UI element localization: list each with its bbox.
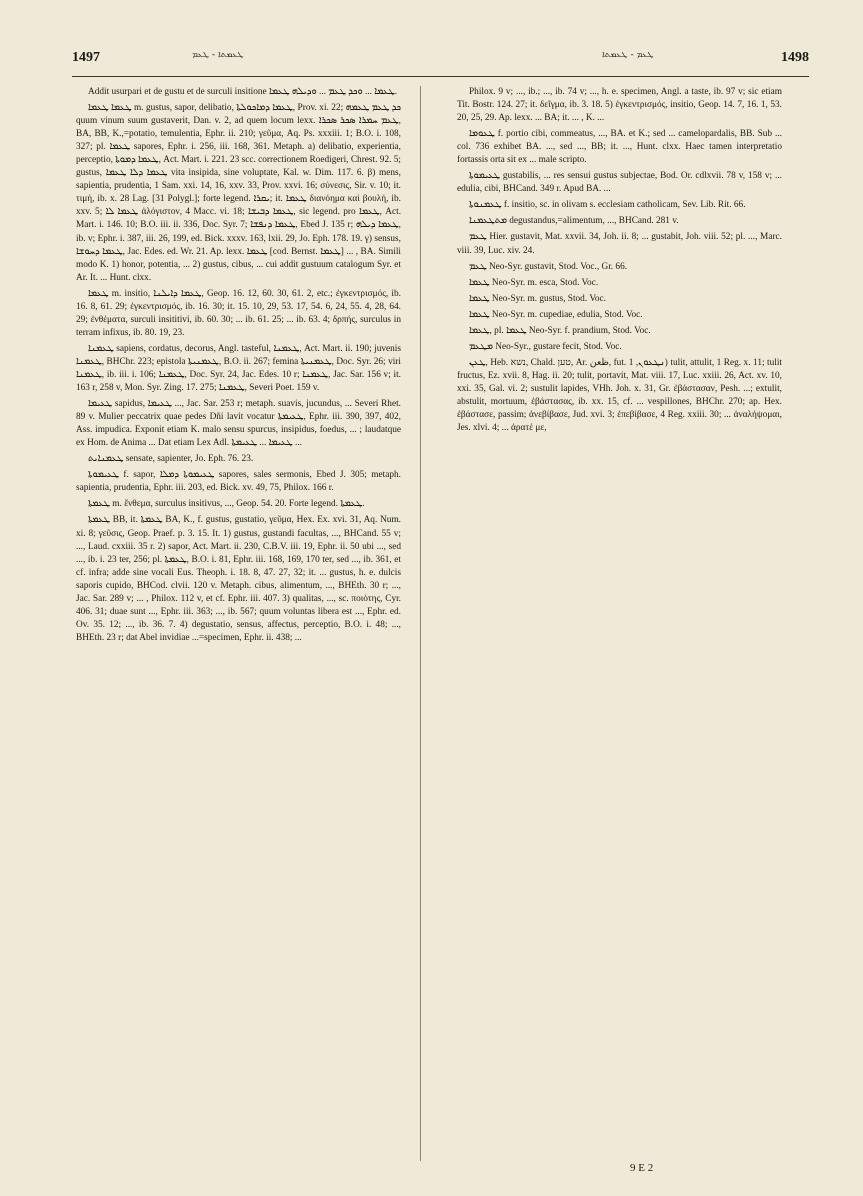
entry: ܛܥܝܡܘܬܐ f. sapor, ܛܥܝܡܘܬܐ ܕܡܠܐ sapores, sales sermonis, Ebed J. 305; metaph. sapientia, prudentia, Ephr. iii. 203, ed. Bick. xv. 49, 75, Philox. 166 r. bbox=[76, 470, 401, 494]
entry: ܛܥܡܬܐ BB, it. ܛܥܡܬܐ BA, K., f. gustus, gustatio, γεῦμα, Hex. Ex. xvi. 31, Aq. Num. xi. 8; γεῦσις, Geop. Praef. p. 3. 15. It. 1) gustus, gustandi facultas, ..., BHCand. 55 v; ..., Laud. cxxiii. 35 r. 2) sapor, Act. Mart. ii. 230, C.B.V. iii. 19, Ephr. ii. 50 ubi ..., sed ..., ib. i. 23 ter, 256; pl. ܛܥܡܬܐ, B.O. i. 81, Ephr. iii. 168, 169, 170 ter, sed ..., ib. 361, et cf. infra; adde sine vocali Eus. Theoph. i. 18. 8, 47. 27, 32; it. ... gustus, h. e. dulcis saporis cupido, BHCod. clvii. 120 v. Metaph. cibus, alimentum, ..., BHEth. 30 r; ..., Jac. Sar. 289 v; ... , Philox. 112 v, et cf. Ephr. iii. 407. 3) qualitas, ..., sc. ποιότης, Cyr. 406. 31; duae sunt ..., Ephr. iii. 363; ..., ib. 567; quum voluntas libera est ..., Ephr. ed. Ov. 35. 12; ..., ib. 36. 7. 4) degustatio, sensus, affectus, perceptio, B.O. i. 48; ..., BHEth. 23 r; dat Abel invidiae ...=specimen, Ephr. ii. 438; ... bbox=[76, 515, 401, 643]
entry: ܛܥܡܢܐ sapiens, cordatus, decorus, Angl. tasteful, ܛܥܡܢܐ, Act. Mart. ii. 190; juvenis ܛܥܡܢܐ, BHChr. 223; epistola ܛܥܡܢܝܬܐ, B.O. ii. 267; femina ܛܥܡܢܝܬܐ, Doc. Syr. 26; viri ܛܥܡܢܐ, ib. iii. i. 106; ܛܥܡܢܐ, Doc. Syr. 24, Jac. Edes. 10 r; ܛܥܡܢܐ, Jac. Sar. 156 v; it. 163 r, 258 v, Mon. Syr. Zing. 17. 275; ܛܥܡܢܐ, Severi Poet. 159 v. bbox=[76, 343, 401, 394]
right-running-title: ܛܥܡ - ܛܥܡܬܐ bbox=[602, 50, 654, 60]
right-page-number: 1498 bbox=[781, 50, 809, 65]
entry: ܛܥܡܢܐܝܬ sensate, sapienter, Jo. Eph. 76. 23. bbox=[88, 454, 254, 465]
entry: ܛܥܡܬܐ m. ἔνθεμα, surculus insitivus, ..., Geop. 54. 20. Forte legend. ܛܥܡܬܐ. bbox=[88, 499, 365, 510]
entry: ܡܛܥܡ Neo-Syr., gustare fecit, Stod. Voc. bbox=[469, 341, 622, 352]
page-header bbox=[72, 50, 809, 72]
right-column bbox=[457, 86, 782, 1166]
left-page-number: 1497 bbox=[72, 50, 100, 65]
signature-mark: 9 E 2 bbox=[630, 1162, 654, 1174]
entry: ܛܥܡܐ Neo-Syr. m. cupediae, edulia, Stod. Voc. bbox=[469, 309, 643, 320]
entry: Philox. 9 v; ..., ib.; ..., ib. 74 v; ..., h. e. specimen, Angl. a taste, ib. 97 v; sic etiam Tit. Bostr. 124. 27; it. δεῖγμα, ib. 3. 18. 5) ἐγκεντρισμός, insitio, Geop. 14. 7, 16. 1, 53. 20, 25, 29. Ap. lexx. ... BA; it. ... , K. ... bbox=[457, 87, 782, 124]
entry: Addit usurpari et de gustu et de surculi insitione ܛܥܡܐ ... ܘܟܕ ܛܥܡ ... ܘܕܝܠܗ ܛܥܡܐ. bbox=[88, 87, 398, 97]
header-rule bbox=[72, 76, 809, 77]
left-column bbox=[76, 86, 401, 1166]
entry: ܛܥܝܡܘܬܐ gustabilis, ... res sensui gustus subjectae, Bod. Or. cdlxvii. 78 v, 158 v; ... edulia, cibi, BHCand. 349 r. Apud BA. ... bbox=[457, 171, 782, 195]
entry: ܛܥܡܐ m. insitio, ܛܥܡܐ ܕܐܝܠܢܐ, Geop. 16. 12, 60. 30, 61. 2, etc.; ἐγκεντρισμός, ib. 16. 8, 61. 29; ἐγκεντρισμός, ib. 16. 30; it. 15. 10, 29, 53. 17, 54. 6, 24, 55. 4, 28, 64. 29; ἐνθέματα, surculi insititivi, ib. 60. 30; ... ib. 61. 25; ... ib. 63. 4; δρπής, surculus in terram infixus, ib. 80. 19, 23. bbox=[76, 288, 401, 338]
entry: ܛܥܡ Hier. gustavit, Mat. xxvii. 34, Joh. ii. 8; ... gustabit, Joh. viii. 52; pl. ..., Marc. viii. 39, Luc. xiv. 24. bbox=[457, 232, 782, 256]
entry: ܡܬܛܥܡܢܐ degustandus,=alimentum, ..., BHCand. 281 v. bbox=[469, 216, 679, 227]
entry: ܛܥܡܐ ܛܥܡܐ m. gustus, sapor, delibatio, ܛܥܡܐ ܕܡܐܟܘܠܬܐ, Prov. xi. 22; ܟܕ ܛܥܡ ܛܥܡܗ quum vinum suum gustaverit, Dan. v. 2, ad quem locum lexx. ܛܥܡ ܚܡܪܐ ܣܟܪ ܣܟܪܐ, BA, BB, K.,=potatio, temulentia, Ephr. ii. 210; γεῦμα, Aq. Ps. xxxiii. 1; B.O. i. 108, 327; pl. ܛܥܡܐ sapores, Ephr. i. 256, iii. 168, 361. Metaph. a) delibatio, experientia, perceptio, ܛܥܡܐ ܕܡܘܬܐ, Act. Mart. i. 221. 23 scc. correctionem Roedigeri, Chrest. 92. 5; gustus, ܛܥܡܐ ܕܠܐ ܛܥܡܐ vita insipida, sine voluptate, Kal. w. Dim. 117. 6. β) mens, sapientia, prudentia, 1 Sam. xxi. 14, 16, xxv. 33, Prov. xxvi. 16; σύνεσις, Sir. v. 10; it. τιμή, ib. x. 28 Lag. [31 Polygl.]; forte legend. ܝܩܪܐ; it. ܛܥܡܐ διανόημα καὶ βουλή, ib. xxv. 5; ܛܥܡܐ ܠܐ ἀλόγιστον, 4 Macc. vi. 18; ܛܥܡܐ ܕܒܝܫܐ, sic legend. pro ܛܥܡܐ, Act. Mart. i. 146. 10; B.O. iii. ii. 336, Doc. Syr. 7; ܛܥܡܐ ܕܢܦܫܐ, Ebed J. 135 r; ܛܥܡܐ ܕܝܠܗ, ib. v; Ephr. i. 387, iii. 26, 199, ed. Bick. xxxv. 163, lxii. 29, Jo. Eph. 178. 19. γ) sensus, ܛܥܡܐ ܕܚܘܫܐ, Jac. Edes. ed. Wr. 21. Ap. lexx. ܛܥܡܐ [cod. Bernst. ܛܥܡܐ] ... , BA. Simili modo K. 1) honor, potentia, ... 2) gustus, cibus, ... cui addit gustuum catalogum Syr. et Ar. It. ... Hunt. clxx. bbox=[76, 103, 401, 283]
entry: ܛܥܡܐ Neo-Syr. m. gustus, Stod. Voc. bbox=[469, 293, 606, 304]
entry: ܛܥܡ Neo-Syr. gustavit, Stod. Voc., Gr. 66. bbox=[469, 261, 628, 272]
column-divider bbox=[420, 86, 421, 1161]
left-running-title: ܛܥܡܬܐ - ܛܥܡ bbox=[192, 50, 244, 60]
entry: ܛܥܡܢܘܬܐ f. insitio, sc. in olivam s. ecclesiam catholicam, Sev. Lib. Rit. 66. bbox=[469, 200, 746, 211]
entry: ܛܥܡܐ Neo-Syr. m. esca, Stod. Voc. bbox=[469, 277, 599, 288]
entry: ܛܥܘܡܐ f. portio cibi, commeatus, ..., BA. et K.; sed ... camelopardalis, BB. Sub ... col. 736 exhibet BA. ..., sed ..., BB; it. ..., Hunt. clxx. Haec tamen interpretatio fortassis orta sit ex ... male scripto. bbox=[457, 129, 782, 166]
entry: ܛܥܡܐ, pl. ܛܥܡܐ Neo-Syr. f. prandium, Stod. Voc. bbox=[469, 325, 651, 336]
entry: ܛܥܢ, Heb. נשא, Chald. טען, Ar. ظعن, fut. ܢܛܥܘܢ, 1) tulit, attulit, 1 Reg. x. 11; tulit fructus, Ez. xvii. 8, Hag. ii. 20; tulit, portavit, Mat. viii. 17, Luc. xxiii. 26, Act. xv. 10, xxi. 35, Gal. vi. 2; sustulit lapides, VHh. Joh. x. 31, Gr. ἐβάστασαν, Pesh. ...; extulit, abstulit, mortuum, ἐβάστασας, ib. xx. 15, cf. ... vespillones, BHChr. 270; ap. Hex. ἐβάστασε, passim; ἀνεβίβασε, Jud. xvi. 3; ἐπεβίβασε, 4 Reg. xxiii. 30; ... ἀναλήψομαι, Jes. xlvi. 4; ... ἀρατέ με, bbox=[457, 357, 782, 434]
entry: ܛܥܝܡܐ sapidus, ܛܥܝܡܐ ..., Jac. Sar. 253 r; metaph. suavis, jucundus, ... Severi Rhet. 89 v. Mulier peccatrix quae pedes Dñi lavit vocatur ܛܥܝܡܬܐ, Ephr. iii. 390, 397, 402, Ass. impudica. Exponit etiam K. malo sensu spurcus, insipidus, foedus, ... ; laudatque ex Hom. de Anima ... Dat etiam Lex Adl. ܛܥܝܡܐ ... ܛܥܝܡܬܐ ... bbox=[76, 399, 401, 449]
